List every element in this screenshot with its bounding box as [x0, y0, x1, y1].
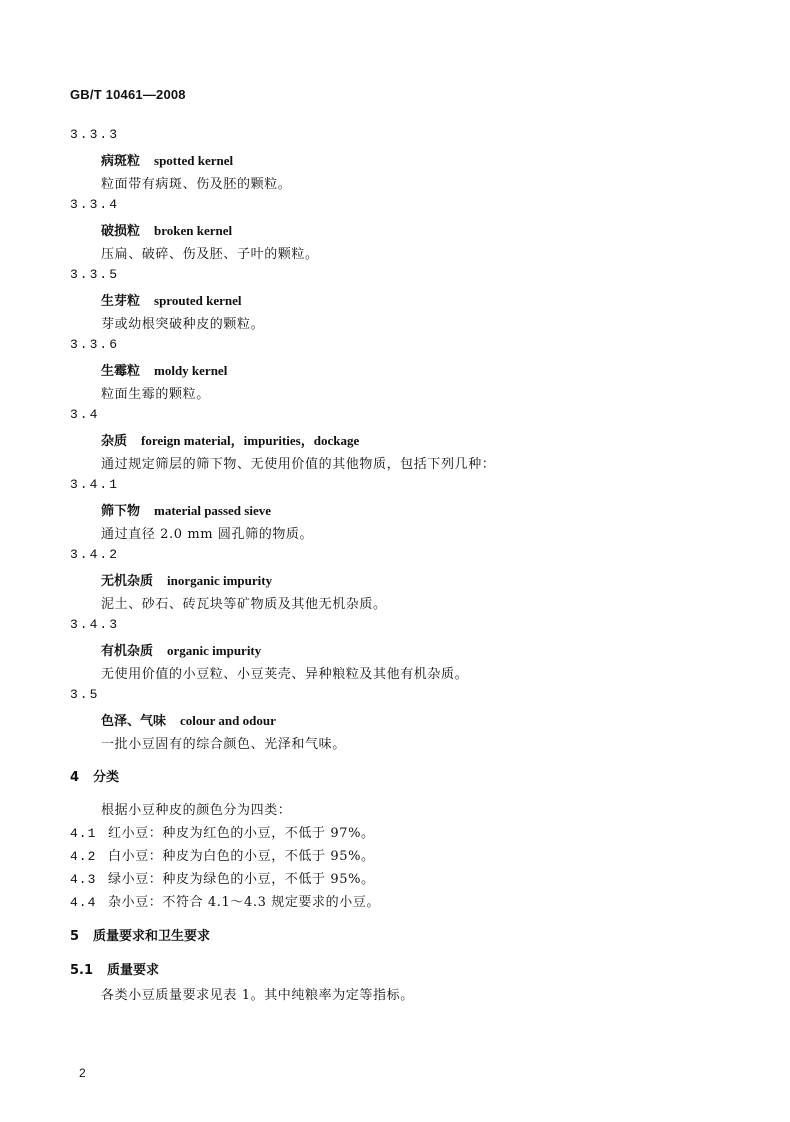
subsection-text: 各类小豆质量要求见表 1。其中纯粮率为定等指标。 [101, 988, 414, 1003]
clause-number: 3.4.1 [70, 477, 120, 492]
term-heading [101, 710, 276, 729]
term-chinese: 破损粒 [101, 224, 141, 239]
subsection-title: 质量要求 [107, 963, 160, 978]
clause-number: 3.4 [70, 407, 100, 422]
term-english: broken kernel [154, 223, 233, 238]
term-heading [101, 430, 359, 449]
term-heading [101, 570, 272, 589]
clause-number: 3.5 [70, 687, 100, 702]
term-definition: 无使用价值的小豆粒、小豆荚壳、异种粮粒及其他有机杂质。 [101, 667, 469, 682]
clause-number: 3.3.5 [70, 267, 120, 282]
item-text: 红小豆：种皮为红色的小豆，不低于 97%。 [108, 826, 375, 841]
section-number: 5 [70, 929, 80, 944]
classification-item [70, 845, 375, 864]
clause-number: 3.4.2 [70, 547, 120, 562]
term-definition: 粒面生霉的颗粒。 [101, 387, 210, 402]
term-chinese: 筛下物 [101, 504, 141, 519]
term-definition: 粒面带有病斑、伤及胚的颗粒。 [101, 177, 292, 192]
item-text: 白小豆：种皮为白色的小豆，不低于 95%。 [108, 849, 375, 864]
item-number: 4.4 [70, 895, 97, 910]
term-heading [101, 290, 242, 309]
term-chinese: 生霉粒 [101, 364, 141, 379]
item-number: 4.3 [70, 872, 97, 887]
term-heading [101, 360, 227, 379]
subsection-heading [70, 959, 159, 978]
term-chinese: 有机杂质 [101, 644, 154, 659]
term-chinese: 杂质 [101, 434, 128, 449]
term-english: foreign material，impurities，dockage [141, 433, 360, 448]
standard-code-header: GB/T 10461—2008 [70, 87, 186, 102]
term-chinese: 病斑粒 [101, 154, 141, 169]
term-heading [101, 640, 261, 659]
section-heading [70, 925, 210, 944]
term-chinese: 生芽粒 [101, 294, 141, 309]
clause-number: 3.3.3 [70, 127, 120, 142]
term-chinese: 色泽、气味 [101, 714, 167, 729]
term-definition: 泥土、砂石、砖瓦块等矿物质及其他无机杂质。 [101, 597, 387, 612]
term-definition: 一批小豆固有的综合颜色、光泽和气味。 [101, 737, 346, 752]
term-english: sprouted kernel [154, 293, 242, 308]
term-english: inorganic impurity [167, 573, 273, 588]
clause-number: 3.4.3 [70, 617, 120, 632]
section-number: 4 [70, 770, 80, 785]
term-heading [101, 500, 271, 519]
classification-item [70, 822, 375, 841]
subsection-number: 5.1 [70, 963, 94, 978]
item-text: 杂小豆：不符合 4.1～4.3 规定要求的小豆。 [108, 895, 381, 910]
term-english: moldy kernel [154, 363, 228, 378]
clause-number: 3.3.4 [70, 197, 120, 212]
item-number: 4.1 [70, 826, 97, 841]
item-number: 4.2 [70, 849, 97, 864]
clause-number: 3.3.6 [70, 337, 120, 352]
term-definition: 通过直径 2.0 mm 圆孔筛的物质。 [101, 527, 314, 542]
term-definition: 通过规定筛层的筛下物、无使用价值的其他物质，包括下列几种： [101, 457, 496, 472]
term-english: spotted kernel [154, 153, 234, 168]
term-chinese: 无机杂质 [101, 574, 154, 589]
section-intro: 根据小豆种皮的颜色分为四类： [101, 803, 292, 818]
section-heading [70, 766, 119, 785]
term-english: colour and odour [180, 713, 276, 728]
term-english: material passed sieve [154, 503, 271, 518]
term-definition: 压扁、破碎、伤及胚、子叶的颗粒。 [101, 247, 319, 262]
term-heading [101, 220, 232, 239]
section-title: 质量要求和卫生要求 [93, 929, 211, 944]
item-text: 绿小豆：种皮为绿色的小豆，不低于 95%。 [108, 872, 375, 887]
page-number: 2 [79, 1066, 86, 1080]
classification-item [70, 891, 380, 910]
classification-item [70, 868, 375, 887]
term-heading [101, 150, 233, 169]
term-english: organic impurity [167, 643, 262, 658]
term-definition: 芽或幼根突破种皮的颗粒。 [101, 317, 265, 332]
section-title: 分类 [93, 770, 120, 785]
